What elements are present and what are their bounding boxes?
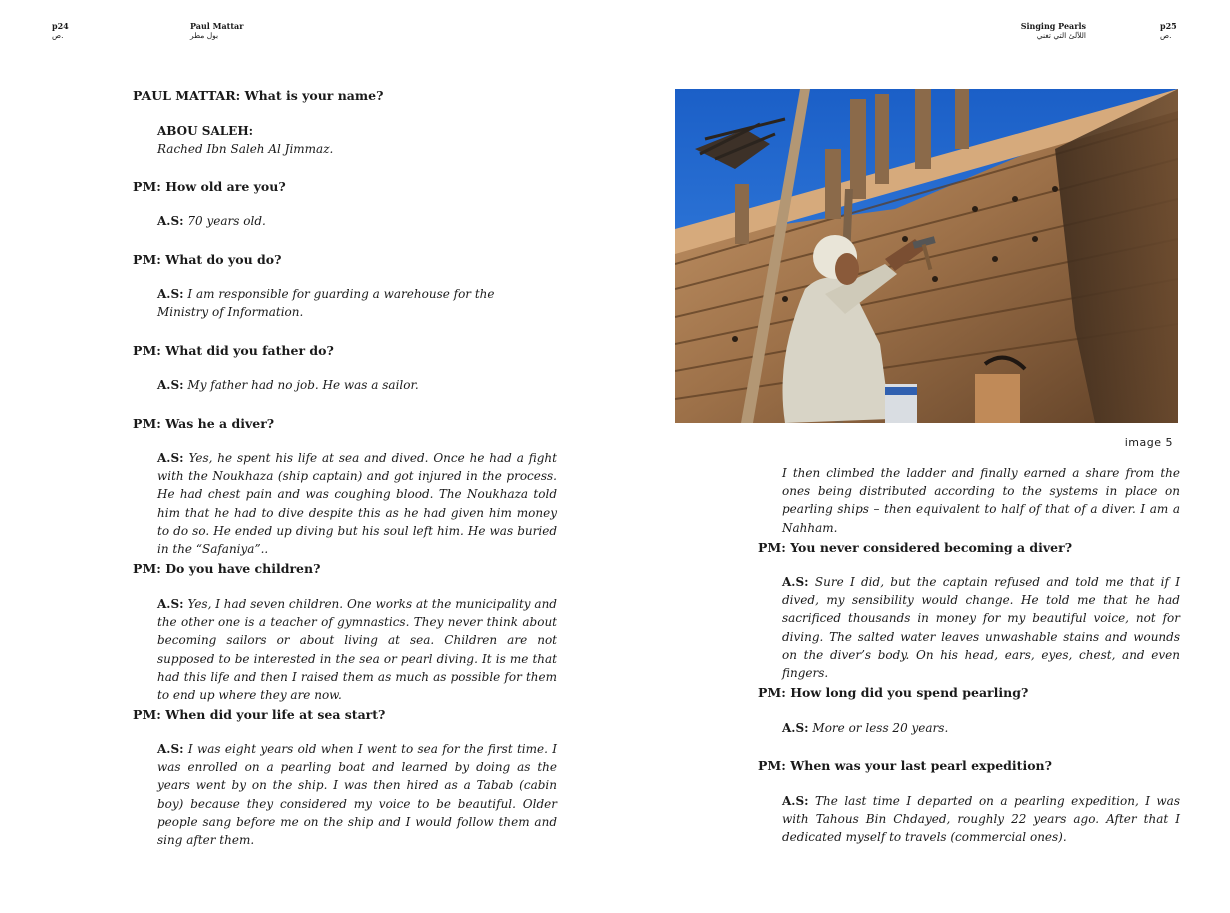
- answer-text: More or less 20 years.: [812, 721, 949, 735]
- answer: [782, 573, 1180, 682]
- answer-text: Sure I did, but the captain refused and told me that if I dived, my sensibility would change. He told me that he had sacrificed thousands in money for my beautiful voice, not for diving. The salted water leaves unwashable stains and wounds on the diver’s body. On his head, ears, eyes, chest, and even fingers.: [782, 575, 1180, 681]
- left-page-number: p24 ص.: [52, 21, 69, 40]
- answer: [157, 449, 557, 558]
- answer: [157, 376, 557, 394]
- right-running-head-ar: اللآلئ التي تغني: [1036, 31, 1086, 40]
- speaker-label: A.S:: [782, 575, 809, 589]
- speaker-label: A.S:: [157, 742, 184, 756]
- answer: [157, 595, 557, 704]
- question: PM: When was your last pearl expedition?: [758, 758, 1052, 773]
- question: PM: You never considered becoming a diver?: [758, 540, 1073, 555]
- answer: [782, 719, 1180, 737]
- question: PM: What did you father do?: [133, 343, 334, 358]
- question: PM: How old are you?: [133, 179, 286, 194]
- answer-text: Yes, I had seven children. One works at the municipality and the other one is a teacher of gymnastics. They never think about becoming sailors or about living at sea. Children are not supposed to be interested in the sea or pearl diving. It is me that had this life and then I raised them as much as possible for them to end up where they are now.: [157, 597, 557, 703]
- answer-text: The last time I departed on a pearling expedition, I was with Tahous Bin Chdayed, roughly 22 years ago. After that I dedicated myself to travels (commercial ones).: [782, 794, 1180, 845]
- answer-text: I was eight years old when I went to sea for the first time. I was enrolled on a pearling boat and learned by doing as the years went by on the ship. I was then hired as a Tabab (cabin boy) because they considered my voice to be beautiful. Older people sang before me on the ship and I would follow them and sing after them.: [157, 742, 557, 848]
- answer-text: I am responsible for guarding a warehouse for the Ministry of Information.: [157, 287, 495, 320]
- speaker-label: ABOU SALEH:: [157, 124, 254, 138]
- speaker-label: A.S:: [157, 378, 184, 392]
- answer: [157, 122, 557, 158]
- answer: [157, 212, 557, 230]
- speaker-label: A.S:: [157, 451, 184, 465]
- speaker-label: A.S:: [782, 721, 809, 735]
- question: PM: What do you do?: [133, 252, 282, 267]
- answer-text: 70 years old.: [187, 214, 266, 228]
- answer: [782, 792, 1180, 847]
- answer-text: Rached Ibn Saleh Al Jimmaz.: [157, 142, 334, 157]
- speaker-label: A.S:: [782, 794, 809, 808]
- question: PAUL MATTAR: What is your name?: [133, 88, 384, 103]
- left-running-head: Paul Mattar بول مطر: [190, 21, 244, 40]
- boatbuilder-photo: [675, 89, 1178, 423]
- left-page-number-ar: ص.: [52, 31, 64, 40]
- answer-text: Yes, he spent his life at sea and dived. Once he had a fight with the Noukhaza (ship captain) and got injured in the process. He had chest pain and was coughing blood. The Noukhaza told him that he had to dive despite this as he had given him money to do so. He ended up diving but his soul left him. He was buried in the “Safaniya”..: [157, 451, 557, 557]
- image-caption: image 5: [1124, 436, 1173, 449]
- answer-continuation: I then climbed the ladder and finally earned a share from the ones being distributed according to the systems in place on pearling ships – then equivalent to half of that of a diver. I am a Nahham.: [782, 466, 1180, 535]
- question: PM: Was he a diver?: [133, 416, 275, 431]
- speaker-label: A.S:: [157, 214, 184, 228]
- answer-text: My father had no job. He was a sailor.: [187, 378, 419, 392]
- question: PM: How long did you spend pearling?: [758, 685, 1029, 700]
- right-page-number: p25 ص.: [1160, 21, 1177, 40]
- left-running-head-ar: بول مطر: [190, 31, 219, 40]
- answer: [157, 285, 497, 321]
- speaker-label: A.S:: [157, 287, 184, 301]
- speaker-label: A.S:: [157, 597, 184, 611]
- right-page-number-ar: ص.: [1160, 31, 1172, 40]
- answer: [157, 740, 557, 849]
- photo-illustration: [675, 89, 1178, 423]
- question: PM: Do you have children?: [133, 561, 321, 576]
- question: PM: When did your life at sea start?: [133, 707, 386, 722]
- right-running-head: Singing Pearls اللآلئ التي تغني: [1000, 21, 1086, 41]
